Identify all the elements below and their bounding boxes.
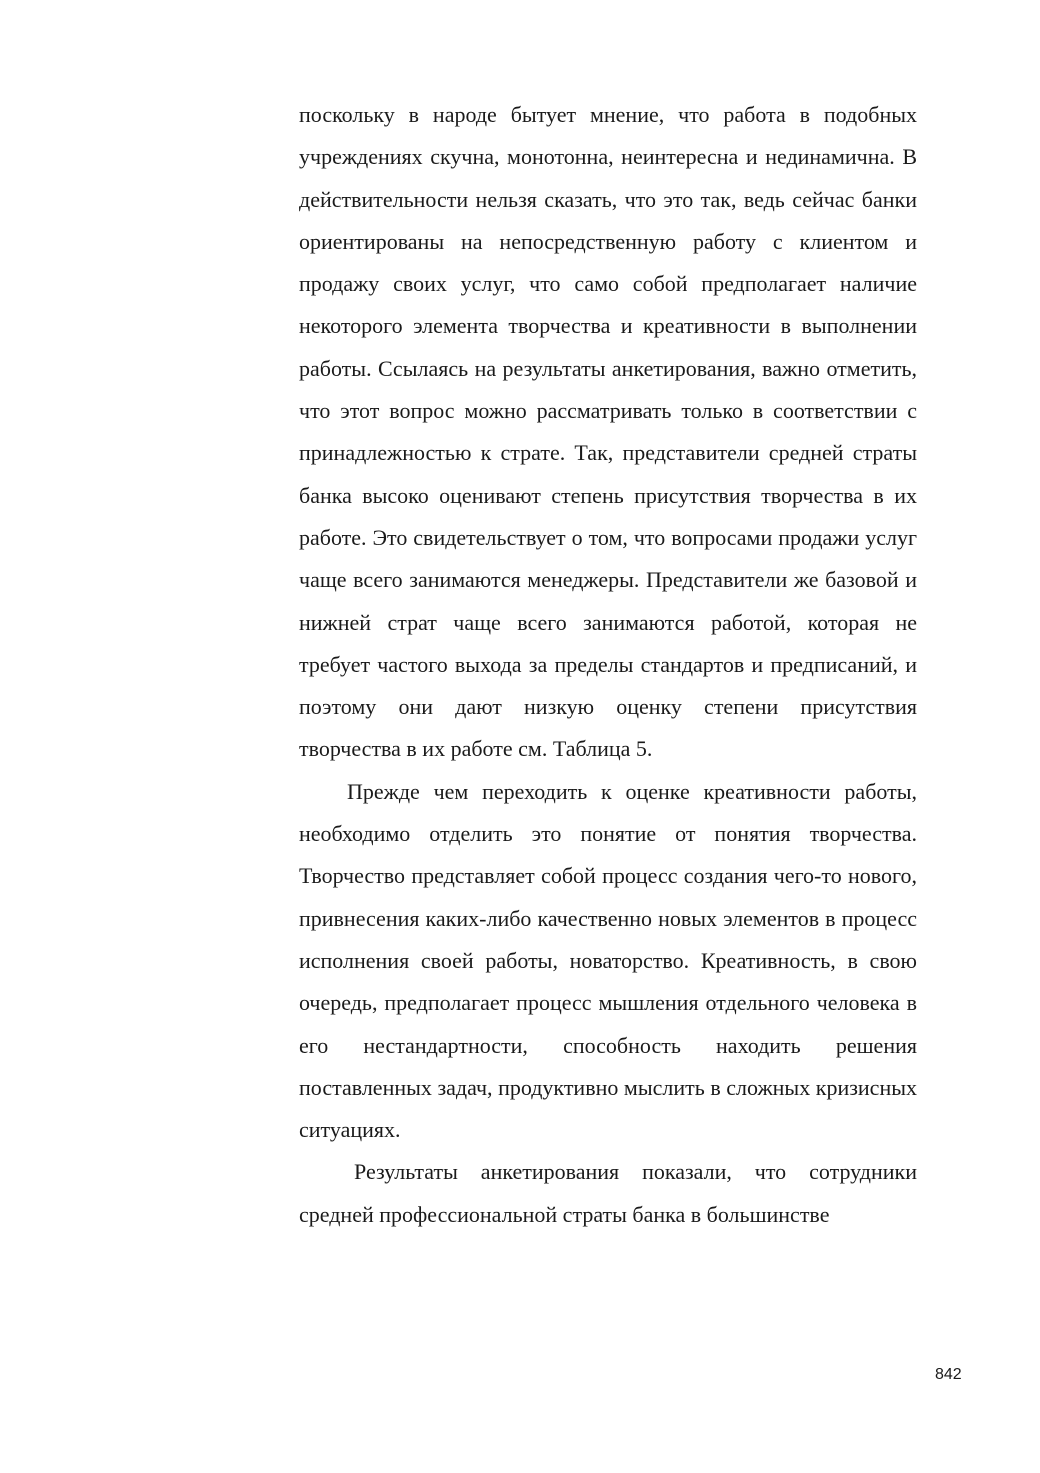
- page-number: 842: [935, 1366, 962, 1383]
- body-text: [299, 94, 917, 1236]
- paragraph-1: поскольку в народе бытует мнение, что работа в подобных учреждениях скучна, монотонна, неинтересна и нединамична. В действительности нельзя сказать, что это так, ведь сейчас банки ориентированы на непосредственную работу с клиентом и продажу своих услуг, что само собой предполагает наличие некоторого элемента творчества и креативности в выполнении работы. Ссылаясь на результаты анкетирования, важно отметить, что этот вопрос можно рассматривать только в соответствии с принадлежностью к страте. Так, представители средней страты банка высоко оценивают степень присутствия творчества в их работе. Это свидетельствует о том, что вопросами продажи услуг чаще всего занимаются менеджеры. Представители же базовой и нижней страт чаще всего занимаются работой, которая не требует частого выхода за пределы стандартов и предписаний, и поэтому они дают низкую оценку степени присутствия творчества в их работе см. Таблица 5.: [299, 102, 917, 762]
- paragraph-2: Прежде чем переходить к оценке креативности работы, необходимо отделить это понятие от понятия творчества. Творчество представляет собой процесс создания чего-то нового, привнесения каких-либо качественно новых элементов в процесс исполнения своей работы, новаторство. Креативность, в свою очередь, предполагает процесс мышления отдельного человека в его нестандартности, способность находить решения поставленных задач, продуктивно мыслить в сложных кризисных ситуациях.: [299, 778, 917, 1143]
- paragraph-3: Результаты анкетирования показали, что сотрудники средней профессиональной страты банка в большинстве: [299, 1159, 917, 1227]
